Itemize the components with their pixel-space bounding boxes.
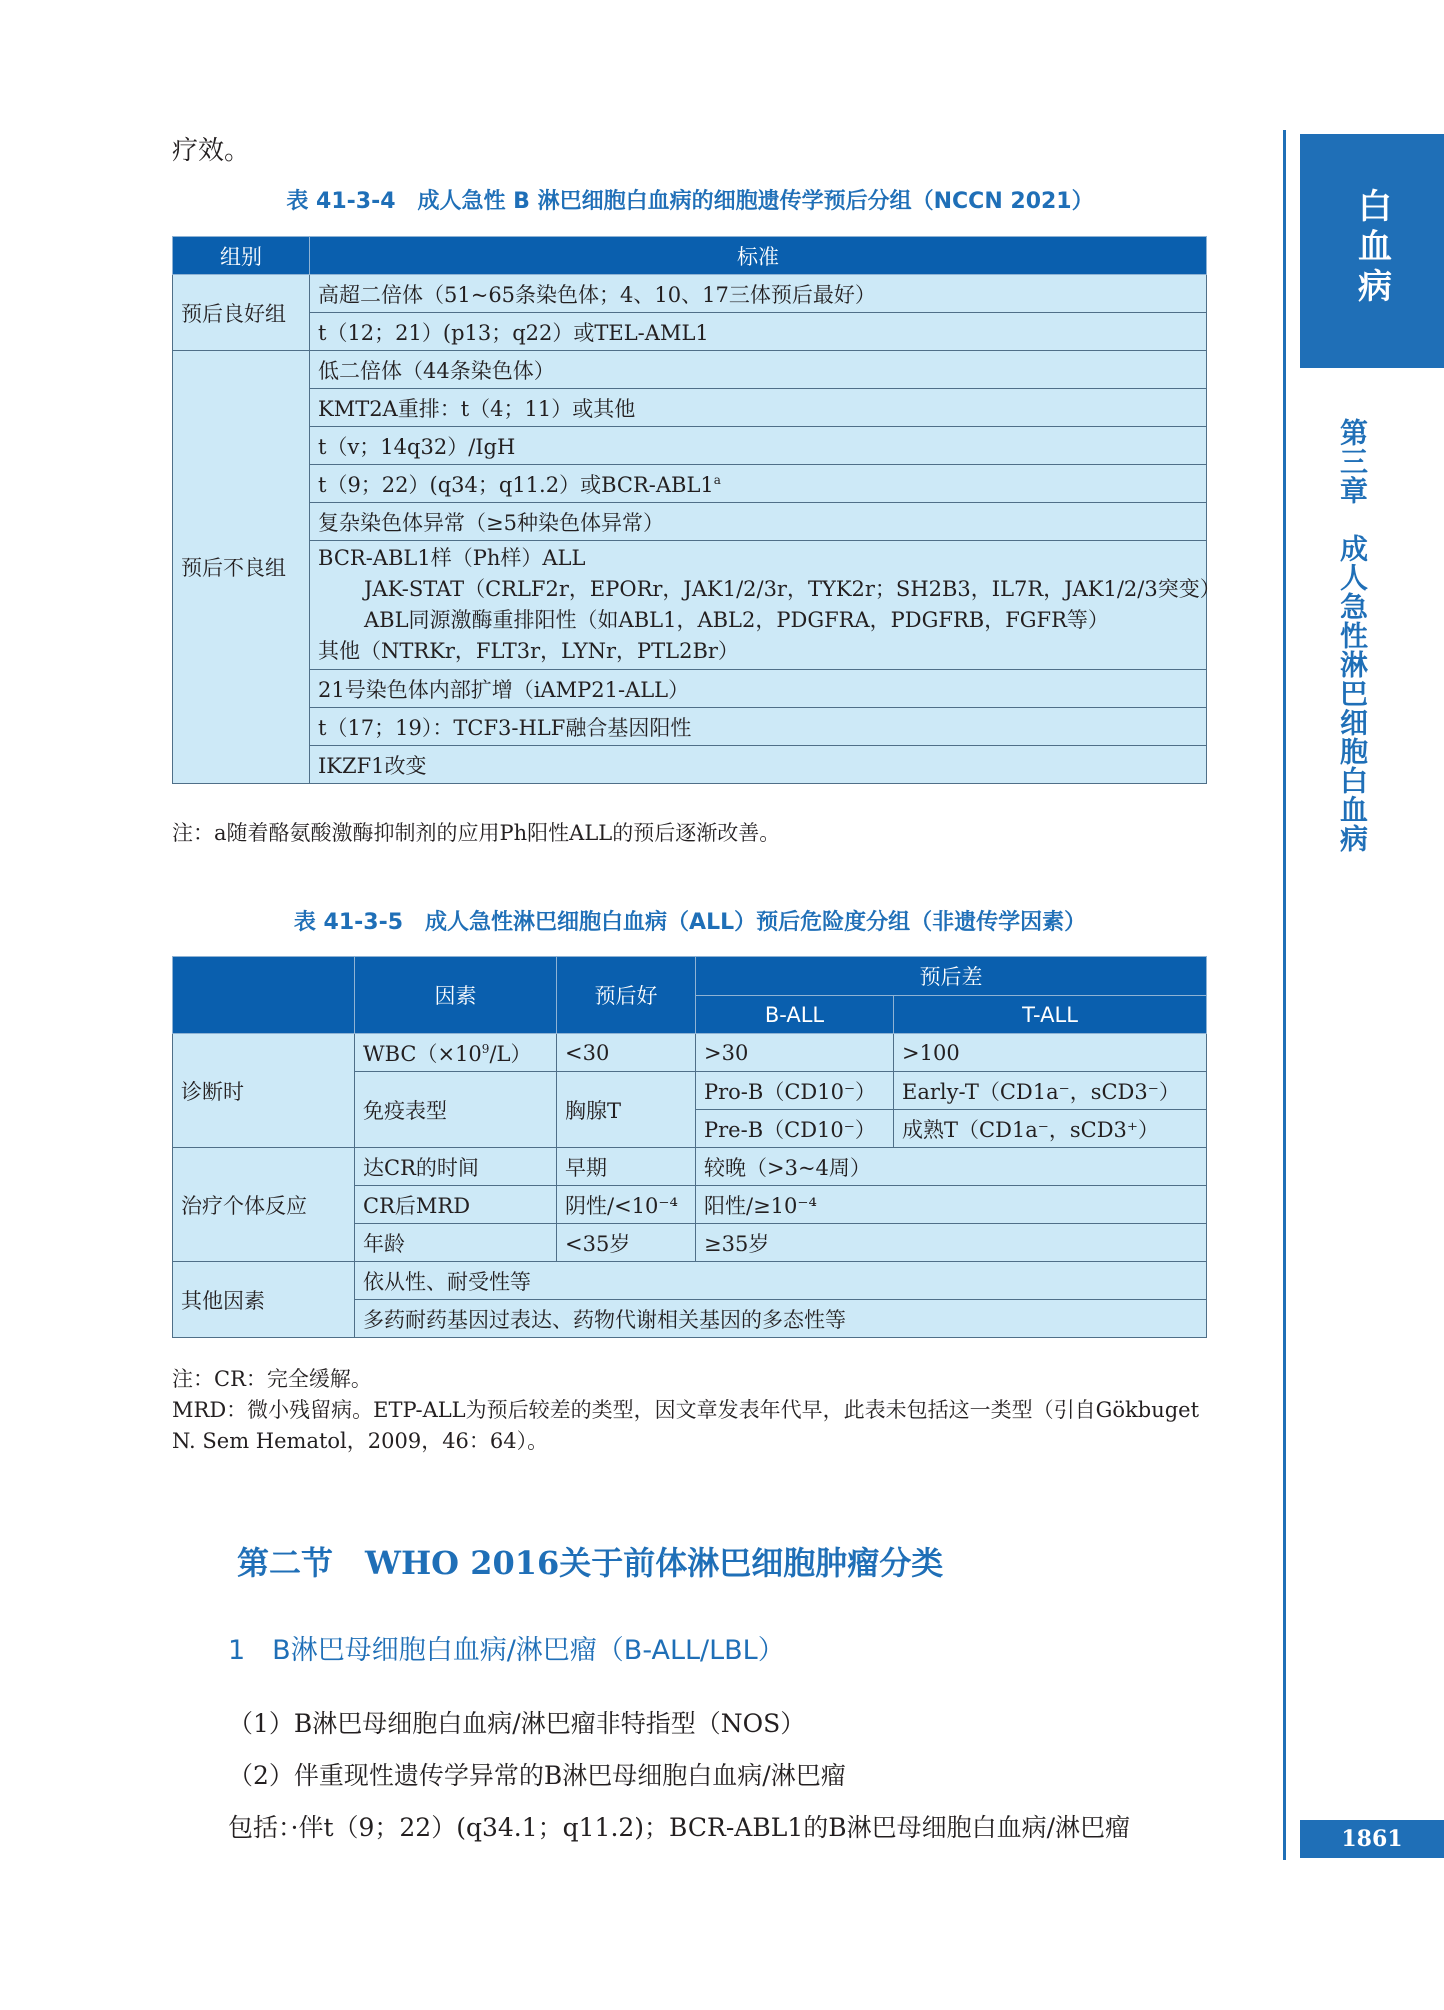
sidebar-tab [1300, 134, 1444, 368]
mrd-good: 阴性/<10⁻⁴ [557, 1186, 696, 1224]
table1-header-group: 组别 [173, 237, 310, 275]
ph-like-sub: ABL同源激酶重排阳性（如ABL1，ABL2，PDGFRA，PDGFRB，FGFR等） [364, 608, 1109, 632]
page-number: 1861 [1300, 1820, 1444, 1858]
table1-poor-row: IKZF1改变 [310, 746, 1207, 784]
table2-note-cr: 注：CR：完全缓解。 [172, 1367, 372, 1391]
prognosis-table-cytogenetic [172, 236, 1221, 784]
table1-note: 注：a随着酪氨酸激酶抑制剂的应用Ph阳性ALL的预后逐渐改善。 [172, 821, 781, 845]
immuno-tall-1: Early-T（CD1a⁻，sCD3⁻） [894, 1072, 1207, 1110]
section-item-1: （1）B淋巴母细胞白血病/淋巴瘤非特指型（NOS） [228, 1709, 806, 1738]
table1-good-row: t（12；21）(p13；q22）或TEL-AML1 [310, 313, 1207, 351]
wbc-label-tail: /L） [489, 1041, 532, 1066]
table1-poor-row-ph-like [310, 541, 1221, 670]
table2-header-factor: 因素 [355, 957, 557, 1034]
table2-note-mrd: MRD：微小残留病。ETP-ALL为预后较差的类型，因文章发表年代早，此表未包括这一类型（引自Gökbuget N. Sem Hematol，2009，46：64）。 [172, 1398, 1200, 1453]
table1-group-poor: 预后不良组 [173, 351, 310, 784]
table1-good-row: 高超二倍体（51~65条染色体；4、10、17三体预后最好） [310, 275, 1207, 313]
table2-group-treatment: 治疗个体反应 [173, 1148, 355, 1262]
wbc-label-text: WBC（×10 [363, 1041, 482, 1066]
table1-poor-row: 复杂染色体异常（≥5种染色体异常） [310, 503, 1207, 541]
section-item-3: 包括：·伴t（9；22）(q34.1；q11.2)；BCR-ABL1的B淋巴母细胞白血病/淋巴瘤 [228, 1813, 1131, 1842]
ph-like-other: 其他（NTRKr，FLT3r，LYNr，PTL2Br） [318, 639, 739, 663]
prognosis-table-nongenetic [172, 956, 1207, 1338]
sidebar-rule [1283, 130, 1286, 1860]
wbc-ball: >30 [696, 1034, 894, 1072]
table2-notes [172, 1364, 1212, 1457]
ph-like-sub: JAK-STAT（CRLF2r，EPORr，JAK1/2/3r，TYK2r；SH2B3，IL7R，JAK1/2/3突变） [364, 577, 1221, 601]
table2-header-ball: B-ALL [696, 996, 894, 1034]
table2-header-tall: T-ALL [894, 996, 1207, 1034]
other-row-1: 依从性、耐受性等 [355, 1262, 1207, 1300]
section-title: 第二节 WHO 2016关于前体淋巴细胞肿瘤分类 [237, 1544, 944, 1582]
immuno-ball-2: Pre-B（CD10⁻） [696, 1110, 894, 1148]
wbc-good: <30 [557, 1034, 696, 1072]
table1-group-good: 预后良好组 [173, 275, 310, 351]
table1-poor-row-text: t（9；22）(q34；q11.2）或BCR-ABL1 [318, 472, 714, 497]
subsection-title: 1 B淋巴母细胞白血病/淋巴瘤（B-ALL/LBL） [228, 1635, 785, 1666]
table2-group-other: 其他因素 [173, 1262, 355, 1338]
wbc-sup: 9 [481, 1041, 490, 1056]
immuno-tall-2: 成熟T（CD1a⁻，sCD3⁺） [894, 1110, 1207, 1148]
cr-time-poor: 较晚（>3~4周） [696, 1148, 1207, 1186]
table1-poor-row: KMT2A重排：t（4；11）或其他 [310, 389, 1207, 427]
table1-header-criteria: 标准 [310, 237, 1207, 275]
immuno-label: 免疫表型 [355, 1072, 557, 1148]
table1-poor-row [310, 465, 1207, 503]
sidebar-tab-label: 白血病 [1351, 188, 1392, 308]
table2-caption: 表 41-3-5 成人急性淋巴细胞白血病（ALL）预后危险度分组（非遗传学因素） [293, 910, 1087, 935]
table2-header-blank [173, 957, 355, 1034]
footnote-marker: a [713, 472, 721, 487]
table1-caption: 表 41-3-4 成人急性 B 淋巴细胞白血病的细胞遗传学预后分组（NCCN 2021） [286, 189, 1094, 214]
immuno-ball-1: Pro-B（CD10⁻） [696, 1072, 894, 1110]
table1-poor-row: t（17；19）：TCF3-HLF融合基因阳性 [310, 708, 1207, 746]
table1-poor-row: 21号染色体内部扩增（iAMP21-ALL） [310, 670, 1207, 708]
chapter-label: 第三章 成人急性淋巴细胞白血病 [1336, 418, 1369, 853]
age-label: 年龄 [355, 1224, 557, 1262]
mrd-label: CR后MRD [355, 1186, 557, 1224]
table1-poor-row: t（v；14q32）/IgH [310, 427, 1207, 465]
table2-header-good: 预后好 [557, 957, 696, 1034]
table2-header-poor: 预后差 [696, 957, 1207, 996]
age-poor: ≥35岁 [696, 1224, 1207, 1262]
other-row-2: 多药耐药基因过表达、药物代谢相关基因的多态性等 [355, 1300, 1207, 1338]
wbc-tall: >100 [894, 1034, 1207, 1072]
lead-text: 疗效。 [172, 136, 251, 166]
cr-time-good: 早期 [557, 1148, 696, 1186]
table1-poor-row: 低二倍体（44条染色体） [310, 351, 1207, 389]
immuno-good: 胸腺T [557, 1072, 696, 1148]
table2-group-diagnosis: 诊断时 [173, 1034, 355, 1148]
ph-like-title: BCR-ABL1样（Ph样）ALL [318, 546, 586, 570]
mrd-poor: 阳性/≥10⁻⁴ [696, 1186, 1207, 1224]
wbc-label [355, 1034, 557, 1072]
age-good: <35岁 [557, 1224, 696, 1262]
cr-time-label: 达CR的时间 [355, 1148, 557, 1186]
section-item-2: （2）伴重现性遗传学异常的B淋巴母细胞白血病/淋巴瘤 [228, 1761, 846, 1790]
